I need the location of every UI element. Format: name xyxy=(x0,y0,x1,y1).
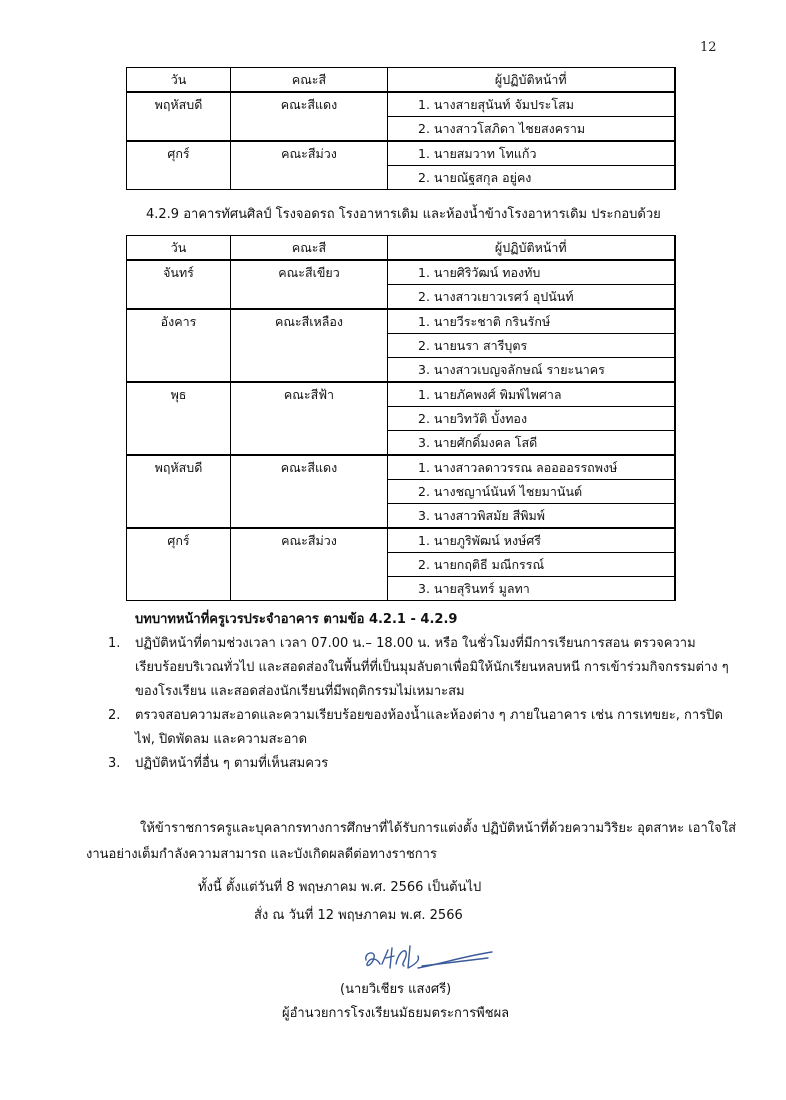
header-staff: ผู้ปฏิบัติหน้าที่ xyxy=(388,236,675,261)
staff-cell: 3. นางสาวพิสมัย สีพิมพ์ xyxy=(388,504,675,529)
role-text: ปฏิบัติหน้าที่อื่น ๆ ตามที่เห็นสมควร xyxy=(135,756,329,771)
ordered-date: สั่ง ณ วันที่ 12 พฤษภาคม พ.ศ. 2566 xyxy=(254,908,463,923)
staff-cell: 3. นางสาวเบญจลักษณ์ รายะนาคร xyxy=(388,358,675,383)
duty-table-continued xyxy=(126,67,676,190)
staff-cell: 1. นางสาวลดาวรรณ ลออออรรถพงษ์ xyxy=(388,455,675,480)
table-row xyxy=(127,260,675,285)
staff-cell: 2. นางชญาน์นันท์ ไชยมานันต์ xyxy=(388,480,675,504)
role-number: 2. xyxy=(108,708,121,723)
staff-cell: 1. นายภูริพัฒน์ หงษ์ศรี xyxy=(388,528,675,553)
header-day: วัน xyxy=(127,68,231,93)
role-text: ปฏิบัติหน้าที่ตามช่วงเวลา เวลา 07.00 น.– 18.00 น. หรือ ในชั่วโมงที่มีการเรียนการสอน ตรวจความเรียบร้อยบริเวณทั่วไป และสอดส่องในพื้นที่ที่เป็นมุมลับตาเพื่อมิให้นักเรียนหลบหนี การเข้าร่วมกิจกรรมต่าง ๆ ของโรงเรียน และสอดส่องนักเรียนที่มีพฤติกรรมไม่เหมาะสม xyxy=(135,636,729,699)
header-day: วัน xyxy=(127,236,231,261)
role-number: 1. xyxy=(108,636,121,651)
day-cell: พฤหัสบดี xyxy=(127,92,231,141)
staff-cell: 2. นางสาวเยาวเรศว์ อุปนันท์ xyxy=(388,285,675,310)
roles-title: บทบาทหน้าที่ครูเวรประจำอาคาร ตามข้อ 4.2.1 - 4.2.9 xyxy=(135,612,458,627)
staff-cell: 2. นายวิทวัติ บั้งทอง xyxy=(388,407,675,431)
day-cell: อังคาร xyxy=(127,309,231,382)
closing-paragraph: ให้ข้าราชการครูและบุคลากรทางการศึกษาที่ได้รับการแต่งตั้ง ปฏิบัติหน้าที่ด้วยความวิริยะ อุตสาหะ เอาใจใส่งานอย่างเต็มกำลังความสามารถ และบังเกิดผลดีต่อทางราชการ xyxy=(86,821,737,862)
signer-name: (นายวิเชียร แสงศรี) xyxy=(340,982,452,997)
signature-image xyxy=(360,938,500,978)
roles-list xyxy=(108,632,738,776)
staff-cell: 3. นายศักดิ์มงคล โสดี xyxy=(388,431,675,456)
staff-cell: 1. นายภัคพงศ์ พิมพ์ไพศาล xyxy=(388,382,675,407)
day-cell: ศุกร์ xyxy=(127,528,231,601)
table-row xyxy=(127,309,675,334)
role-item xyxy=(108,752,738,776)
team-cell: คณะสีม่วง xyxy=(231,141,388,190)
staff-cell: 2. นายนรา สารีบุตร xyxy=(388,334,675,358)
staff-cell: 1. นายศิริวัฒน์ ทองทับ xyxy=(388,260,675,285)
team-cell: คณะสีเหลือง xyxy=(231,309,388,382)
header-team: คณะสี xyxy=(231,68,388,93)
day-cell: พฤหัสบดี xyxy=(127,455,231,528)
table-row xyxy=(127,455,675,480)
team-cell: คณะสีแดง xyxy=(231,455,388,528)
signer-title: ผู้อำนวยการโรงเรียนมัธยมตระการพืชผล xyxy=(282,1006,510,1021)
staff-cell: 1. นายสมวาท โทแก้ว xyxy=(388,141,675,166)
day-cell: พุธ xyxy=(127,382,231,455)
table-row xyxy=(127,92,675,117)
staff-cell: 2. นายกฤติธี มณีกรรณ์ xyxy=(388,553,675,577)
team-cell: คณะสีแดง xyxy=(231,92,388,141)
duty-table-4-2-9 xyxy=(126,235,676,601)
team-cell: คณะสีฟ้า xyxy=(231,382,388,455)
table-row xyxy=(127,141,675,166)
staff-cell: 2. นายณัฐสกุล อยู่คง xyxy=(388,166,675,190)
role-number: 3. xyxy=(108,756,121,771)
role-text: ตรวจสอบความสะอาดและความเรียบร้อยของห้องน้ำและห้องต่าง ๆ ภายในอาคาร เช่น การเทขยะ, การปิดไฟ, ปิดพัดลม และความสะอาด xyxy=(135,708,723,747)
day-cell: จันทร์ xyxy=(127,260,231,309)
table-header-row xyxy=(127,68,675,93)
staff-cell: 3. นายสุรินทร์ มูลทา xyxy=(388,577,675,601)
header-staff: ผู้ปฏิบัติหน้าที่ xyxy=(388,68,675,93)
team-cell: คณะสีเขียว xyxy=(231,260,388,309)
header-team: คณะสี xyxy=(231,236,388,261)
section-heading-4-2-9: 4.2.9 อาคารทัศนศิลป์ โรงจอดรถ โรงอาหารเดิม และห้องน้ำข้างโรงอาหารเดิม ประกอบด้วย xyxy=(146,207,661,222)
day-cell: ศุกร์ xyxy=(127,141,231,190)
staff-cell: 1. นายวีระชาติ กรินรักษ์ xyxy=(388,309,675,334)
staff-cell: 2. นางสาวโสภิดา ไชยสงคราม xyxy=(388,117,675,142)
staff-cell: 1. นางสายสุนันท์ จัมประโสม xyxy=(388,92,675,117)
effective-date: ทั้งนี้ ตั้งแต่วันที่ 8 พฤษภาคม พ.ศ. 2566 เป็นต้นไป xyxy=(198,880,482,895)
page-number: 12 xyxy=(700,40,717,55)
role-item xyxy=(108,632,738,704)
role-item xyxy=(108,704,738,752)
table-header-row xyxy=(127,236,675,261)
team-cell: คณะสีม่วง xyxy=(231,528,388,601)
table-row xyxy=(127,528,675,553)
table-row xyxy=(127,382,675,407)
